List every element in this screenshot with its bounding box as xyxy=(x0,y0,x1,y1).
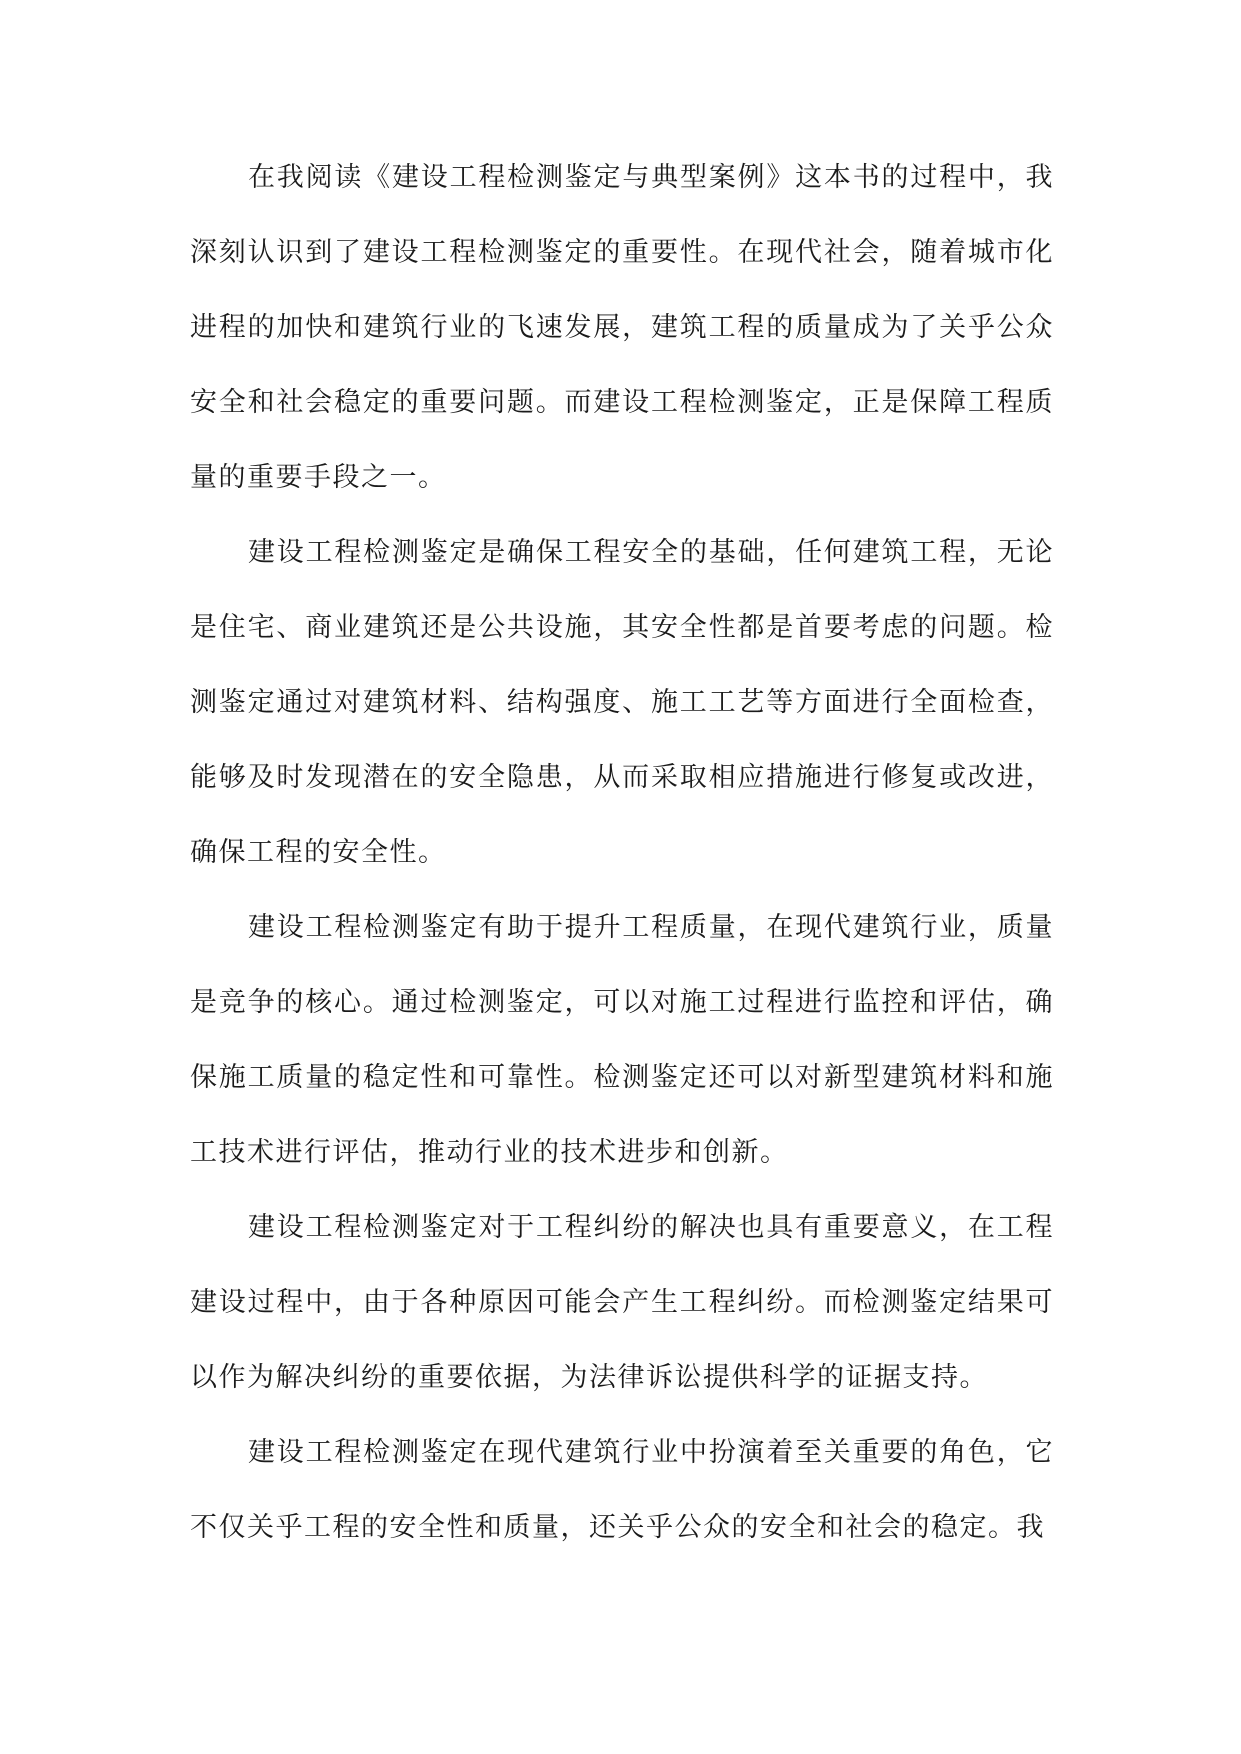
paragraph-1: 在我阅读《建设工程检测鉴定与典型案例》这本书的过程中，我深刻认识到了建设工程检测鉴定的重要性。在现代社会，随着城市化进程的加快和建筑行业的飞速发展，建筑工程的质量成为了关乎公众安全和社会稳定的重要问题。而建设工程检测鉴定，正是保障工程质量的重要手段之一。 xyxy=(190,162,1054,493)
paragraph-3: 建设工程检测鉴定有助于提升工程质量，在现代建筑行业，质量是竞争的核心。通过检测鉴定，可以对施工过程进行监控和评估，确保施工质量的稳定性和可靠性。检测鉴定还可以对新型建筑材料和施工技术进行评估，推动行业的技术进步和创新。 xyxy=(190,912,1054,1168)
paragraph-2: 建设工程检测鉴定是确保工程安全的基础，任何建筑工程，无论是住宅、商业建筑还是公共设施，其安全性都是首要考虑的问题。检测鉴定通过对建筑材料、结构强度、施工工艺等方面进行全面检查，能够及时发现潜在的安全隐患，从而采取相应措施进行修复或改进，确保工程的安全性。 xyxy=(190,537,1054,868)
paragraph-5: 建设工程检测鉴定在现代建筑行业中扮演着至关重要的角色，它不仅关乎工程的安全性和质量，还关乎公众的安全和社会的稳定。我 xyxy=(190,1437,1054,1543)
document-body xyxy=(190,140,1054,1565)
paragraph-4: 建设工程检测鉴定对于工程纠纷的解决也具有重要意义，在工程建设过程中，由于各种原因可能会产生工程纠纷。而检测鉴定结果可以作为解决纠纷的重要依据，为法律诉讼提供科学的证据支持。 xyxy=(190,1212,1054,1393)
